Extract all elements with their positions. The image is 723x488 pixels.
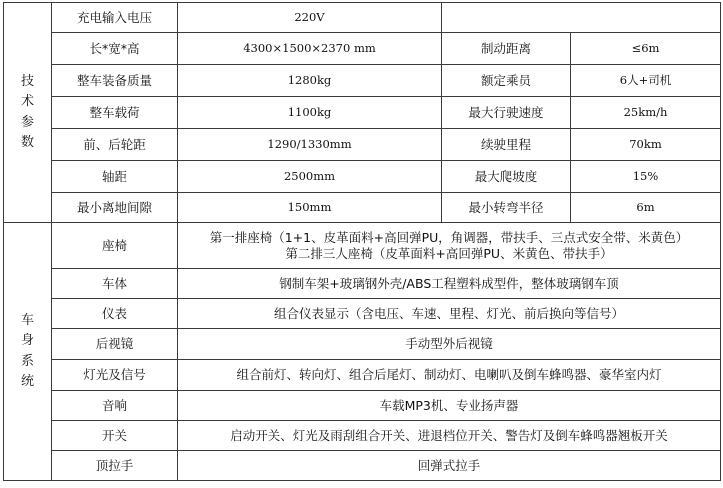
- section-label-tech: [4, 3, 52, 223]
- system-label: 音响: [52, 391, 178, 421]
- section-char: 技: [20, 74, 34, 90]
- param-label: 整车载荷: [52, 97, 178, 129]
- param-label: 最大爬坡度: [442, 161, 571, 193]
- system-label: 顶拉手: [52, 451, 178, 481]
- section-char: 身: [20, 333, 34, 349]
- param-value: 150mm: [178, 193, 442, 223]
- system-description: 钢制车架+玻璃钢外壳/ABS工程塑料成型件，整体玻璃钢车顶: [178, 269, 721, 299]
- param-value: 25km/h: [571, 97, 721, 129]
- param-value: 6m: [571, 193, 721, 223]
- system-description: 组合仪表显示（含电压、车速、里程、灯光、前后换向等信号）: [178, 299, 721, 329]
- param-value: 15%: [571, 161, 721, 193]
- system-label: 后视镜: [52, 329, 178, 360]
- table-row: [4, 299, 721, 329]
- param-label: 充电输入电压: [52, 3, 178, 33]
- table-row: [4, 65, 721, 97]
- param-value: 1280kg: [178, 65, 442, 97]
- param-label: 长*宽*高: [52, 33, 178, 65]
- system-description: 车载MP3机、专业扬声器: [178, 391, 721, 421]
- section-char: 统: [20, 373, 34, 389]
- system-description: 组合前灯、转向灯、组合后尾灯、制动灯、电喇叭及倒车蜂鸣器、豪华室内灯: [178, 360, 721, 391]
- section-char: 系: [20, 353, 34, 369]
- param-label: 最小转弯半径: [442, 193, 571, 223]
- system-label: 开关: [52, 421, 178, 451]
- section-char: 参: [20, 114, 34, 130]
- empty-cell: [442, 3, 721, 33]
- param-value: ≤6m: [571, 33, 721, 65]
- param-label: 制动距离: [442, 33, 571, 65]
- param-value: 6人+司机: [571, 65, 721, 97]
- param-label: 额定乘员: [442, 65, 571, 97]
- param-label: 续驶里程: [442, 129, 571, 161]
- param-value: 220V: [178, 3, 442, 33]
- param-label: 前、后轮距: [52, 129, 178, 161]
- system-label: 车体: [52, 269, 178, 299]
- table-row: [4, 33, 721, 65]
- table-row: [4, 451, 721, 481]
- param-label: 最小离地间隙: [52, 193, 178, 223]
- param-value: 4300×1500×2370 mm: [178, 33, 442, 65]
- section-char: 数: [20, 134, 34, 150]
- description-line: 第一排座椅（1+1、皮革面料+高回弹PU，角调器，带扶手、三点式安全带、米黄色）: [209, 229, 689, 245]
- section-char: 术: [20, 94, 34, 110]
- table-row: [4, 360, 721, 391]
- spec-table: [3, 2, 721, 481]
- table-row: [4, 193, 721, 223]
- description-line: 第二排三人座椅（皮革面料+高回弹PU、米黄色、带扶手）: [285, 245, 613, 261]
- system-description: 回弹式拉手: [178, 451, 721, 481]
- table-row: [4, 329, 721, 360]
- system-label: 座椅: [52, 223, 178, 269]
- system-label: 仪表: [52, 299, 178, 329]
- section-char: 车: [20, 313, 34, 329]
- param-value: 2500mm: [178, 161, 442, 193]
- table-row: [4, 3, 721, 33]
- table-row: [4, 421, 721, 451]
- table-row: [4, 223, 721, 269]
- section-label-body: [4, 223, 52, 481]
- system-description: 启动开关、灯光及雨刮组合开关、进退档位开关、警告灯及倒车蜂鸣器翘板开关: [178, 421, 721, 451]
- param-value: 1100kg: [178, 97, 442, 129]
- system-description: [178, 223, 721, 269]
- table-row: [4, 391, 721, 421]
- table-row: [4, 161, 721, 193]
- param-label: 整车装备质量: [52, 65, 178, 97]
- table-row: [4, 269, 721, 299]
- param-label: 轴距: [52, 161, 178, 193]
- table-row: [4, 129, 721, 161]
- system-label: 灯光及信号: [52, 360, 178, 391]
- param-value: 70km: [571, 129, 721, 161]
- param-value: 1290/1330mm: [178, 129, 442, 161]
- param-label: 最大行驶速度: [442, 97, 571, 129]
- table-row: [4, 97, 721, 129]
- system-description: 手动型外后视镜: [178, 329, 721, 360]
